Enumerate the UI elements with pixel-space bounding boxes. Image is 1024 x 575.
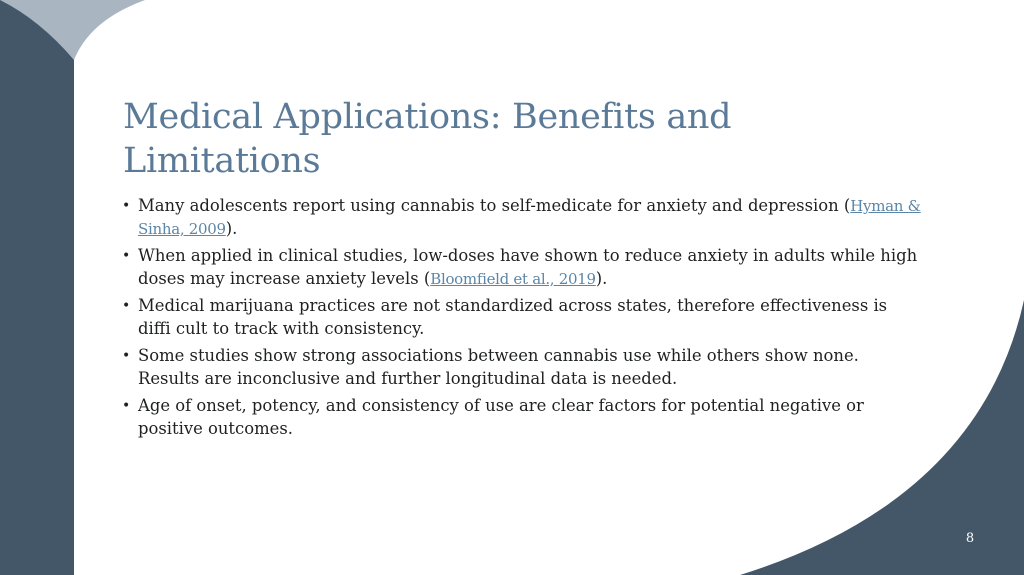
bullet-item (121, 195, 921, 240)
citation-link[interactable]: Bloomfield et al., 2019 (430, 269, 596, 288)
title-line-1: Medical Applications: Benefits and (123, 97, 732, 137)
left-frame-band (0, 0, 74, 575)
title-line-2: Limitations (123, 141, 321, 181)
bullet-text-after: ). (595, 268, 608, 288)
bullet-dot: • (122, 348, 131, 364)
bullet-text: Many adolescents report using cannabis to self-medicate for anxiety and depression ( (138, 196, 851, 215)
bullet-text: Some studies show strong associations between cannabis use while others show none. Results are inconclusive and further longitudinal data is needed. (138, 346, 859, 388)
bullet-dot: • (122, 248, 131, 264)
bullet-dot: • (122, 398, 131, 414)
bullet-item (121, 345, 921, 390)
bullet-item (121, 295, 921, 340)
bullet-text-after: ). (225, 218, 238, 238)
top-left-corner-curve (74, 0, 145, 60)
bullet-item (121, 395, 921, 440)
bullet-dot: • (122, 198, 131, 214)
bullet-dot: • (122, 298, 131, 314)
bullet-text: When applied in clinical studies, low-doses have shown to reduce anxiety in adults while high doses may increase anxiety levels ( (138, 246, 918, 288)
bullet-item (121, 245, 921, 290)
slide-number: 8 (965, 531, 975, 546)
slide-title (123, 95, 883, 183)
bullet-text: Medical marijuana practices are not standardized across states, therefore effectiveness is diffi cult to track with consistency. (138, 296, 888, 338)
bullet-text: Age of onset, potency, and consistency of use are clear factors for potential negative or positive outcomes. (138, 396, 864, 438)
citation-link[interactable]: Hyman & Sinha, 2009 (138, 197, 921, 238)
bullet-list (121, 195, 921, 445)
